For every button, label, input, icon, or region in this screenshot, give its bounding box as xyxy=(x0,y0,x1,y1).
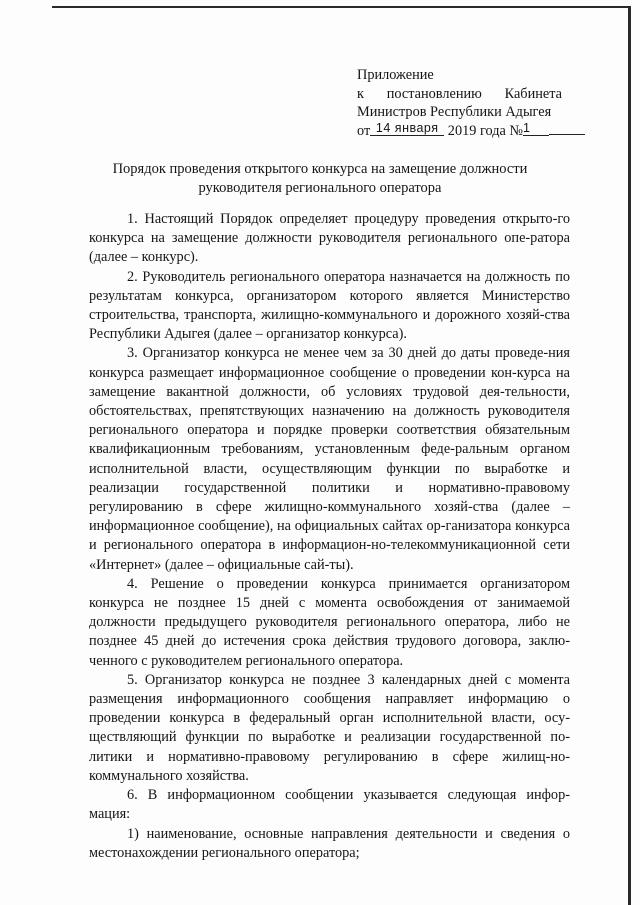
scan-border-top xyxy=(52,6,628,8)
title-line-2: руководителя регионального оператора xyxy=(198,180,442,196)
appendix-date-line xyxy=(357,122,562,141)
paragraph-6: 6. В информационном сообщении указывается следующая инфор-мация: xyxy=(89,787,570,823)
title-line-1: Порядок проведения открытого конкурса на замещение должности xyxy=(112,161,528,177)
appendix-line-cabinet: Министров Республики Адыгея xyxy=(357,104,552,120)
document-title xyxy=(85,160,555,198)
document-body xyxy=(89,210,570,863)
paragraph-2: 2. Руководитель регионального оператора назначается на должность по результатам конкурса, организатором которого является Министерство строительства, транспорта, жилищно-коммунального и дорожного хозяй-ства Республики Адыгея (далее – организатор конкурса). xyxy=(89,268,570,343)
appendix-block xyxy=(357,66,562,140)
paragraph-1: 1. Настоящий Порядок определяет процедуру проведения открыто-го конкурса на замещение должности руководителя регионального опе-ратора (далее – конкурс). xyxy=(89,211,570,266)
paragraph-5: 5. Организатор конкурса не позднее 3 календарных дней с момента размещения информационного сообщения направляет информацию о проведении конкурса в федеральный орган исполнительной власти, осу-ществляющий функции по выработке и реализации государственной по-литики и нормативно-правовому регулированию в сфере жилищ-но-коммунального хозяйства. xyxy=(89,671,570,784)
appendix-title: Приложение xyxy=(357,67,434,83)
number-underline xyxy=(549,134,585,135)
handwritten-number: 1 xyxy=(523,122,549,136)
paragraph-4: 4. Решение о проведении конкурса принимается организатором конкурса не позднее 15 дней с момента освобождения от занимаемой должности предыдущего руководителя регионального оператора, либо не позднее 45 дней до истечения срока действия трудового договора, заклю-ченного с руководителем регионального оператора. xyxy=(89,575,570,669)
paragraph-6-item-1: 1) наименование, основные направления деятельности и сведения о местонахождении регионального оператора; xyxy=(89,825,570,861)
from-label: от xyxy=(357,122,371,139)
year-text: 2019 года № xyxy=(447,122,524,139)
paragraph-3: 3. Организатор конкурса не менее чем за 30 дней до даты проведе-ния конкурса размещает информационное сообщение о проведении кон-курса на замещение вакантной должности, об условиях трудовой дея-тельности, обстоятельствах, препятствующих назначению на должность руководителя регионального оператора и порядке проверки соответствия обязательным квалификационным требованиям, установленным феде-ральным органом исполнительной власти, осуществляющим функции по выработке и реализации государственной политики и нормативно-правовому регулированию в сфере жилищно-коммунального хозяй-ства (далее – информационное сообщение), на официальных сайтах ор-ганизатора конкурса и регионального оператора в информацион-но-телекоммуникационной сети «Интернет» (далее – официальные сай-ты). xyxy=(89,345,570,573)
handwritten-date: 14 января xyxy=(370,122,444,136)
scan-border-right xyxy=(628,6,631,905)
appendix-line-resolution: к постановлению Кабинета xyxy=(357,85,562,102)
